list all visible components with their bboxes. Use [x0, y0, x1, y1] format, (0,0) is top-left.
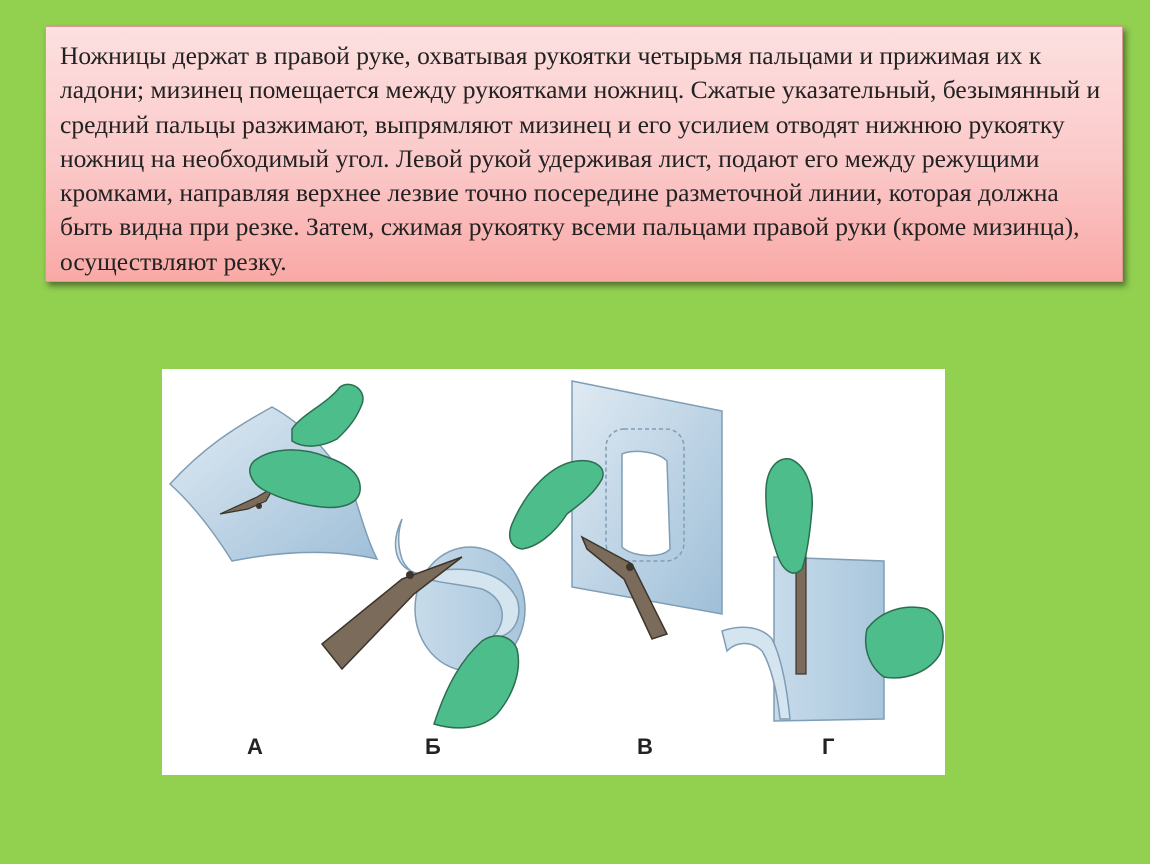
- scene-d: [722, 459, 943, 721]
- scene-a-glove-upper: [292, 384, 363, 446]
- label-g: Г: [822, 734, 835, 759]
- illustration-panel: [162, 369, 945, 775]
- scene-c-window: [622, 451, 670, 555]
- instruction-paragraph: Ножницы держат в правой руке, охватывая рукоятки четырьмя пальцами и прижимая их к ладони; мизинец помещается между рукоятками ножниц. Сжатые указательный, безымянный и средний пальцы разжимают, выпрямляют мизинец и его усилием отводят нижнюю рукоятку ножниц на необходимый угол. Левой рукой удерживая лист, подают его между режущими кромками, направляя верхнее лезвие точно посередине разметочной линии, которая должна быть видна при резке. Затем, сжимая рукоятку всеми пальцами правой руки (кроме мизинца), осуществляют резку.: [60, 41, 1101, 276]
- scene-a: [170, 384, 377, 561]
- label-v: В: [637, 734, 653, 759]
- scene-d-glove-right: [866, 607, 943, 678]
- scene-c: [510, 381, 722, 639]
- label-a: А: [247, 734, 263, 759]
- scene-d-glove-top: [766, 459, 812, 573]
- cutting-illustration: [162, 369, 945, 775]
- instruction-text-box: [45, 26, 1123, 282]
- label-b: Б: [425, 734, 441, 759]
